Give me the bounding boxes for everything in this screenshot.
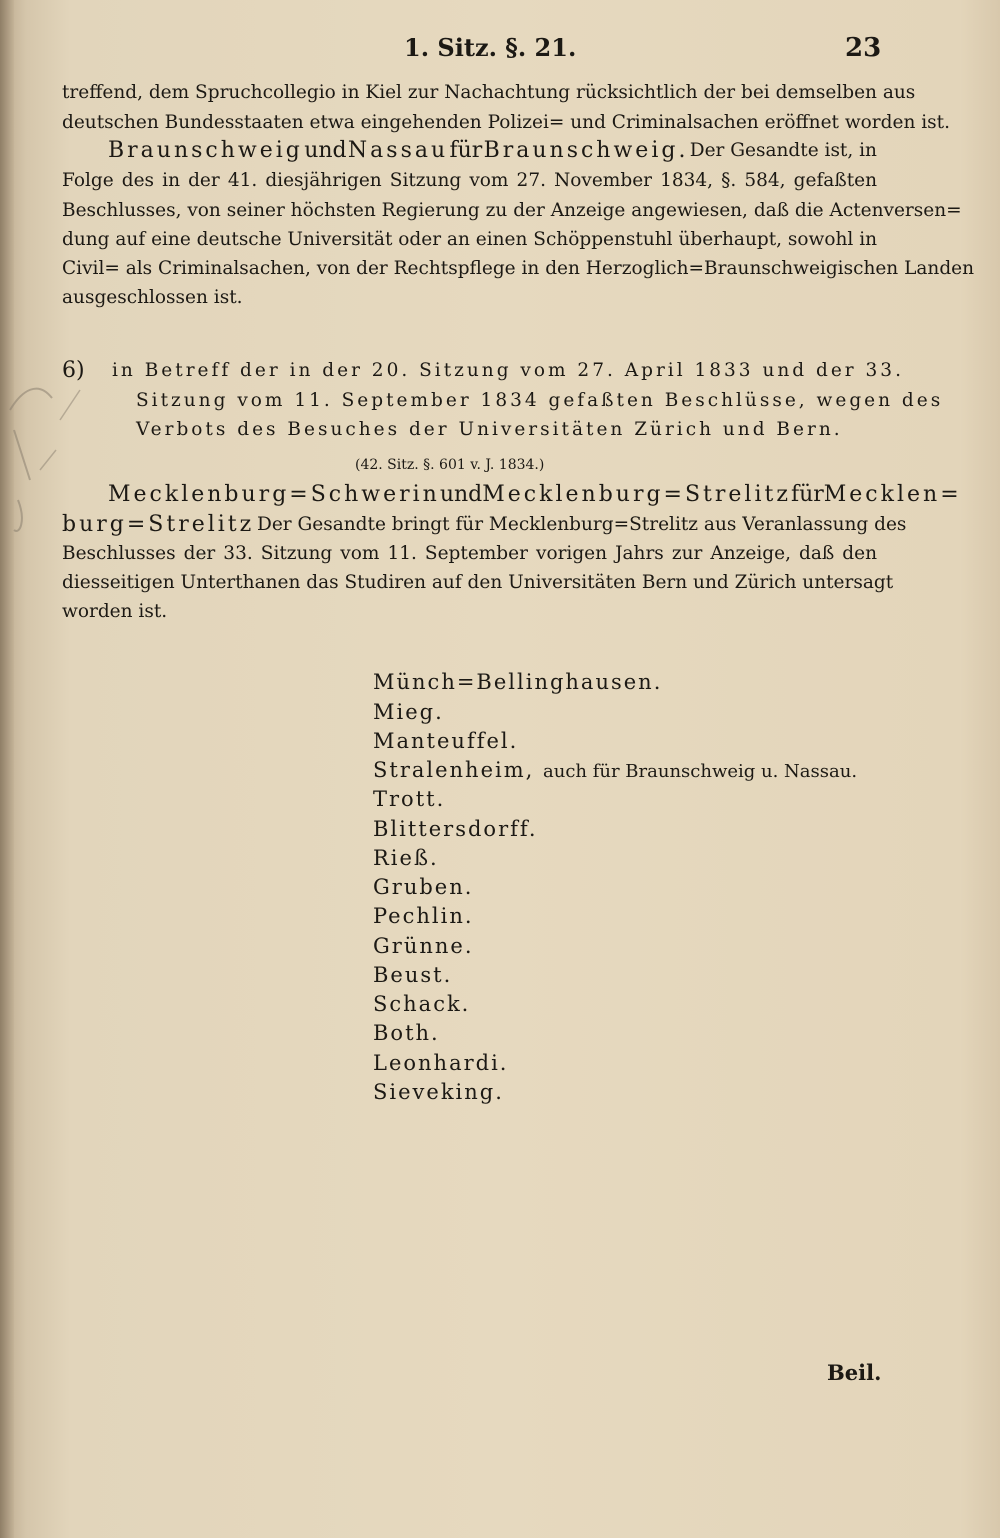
- text-line: diesseitigen Unterthanen das Studiren auf den Universitäten Bern und Zürich untersagt: [62, 572, 894, 593]
- signature: Sieveking.: [373, 1080, 504, 1104]
- item-text-line: Verbots des Besuches der Universitäten Zürich und Bern.: [136, 419, 843, 440]
- signature: Grünne.: [373, 934, 474, 958]
- signature: Münch=Bellinghausen.: [373, 670, 663, 694]
- text-run: Der Gesandte ist, in: [689, 140, 877, 161]
- signature: Leonhardi.: [373, 1051, 509, 1075]
- signature: Rieß.: [373, 846, 439, 870]
- page-binding-edge: [0, 0, 14, 1538]
- signature: Trott.: [373, 787, 446, 811]
- signature-with-note: [373, 758, 857, 782]
- text-line: Beschlusses der 33. Sitzung vom 11. September vorigen Jahrs zur Anzeige, daß den: [62, 543, 877, 564]
- preposition: für: [449, 138, 483, 163]
- signature: Pechlin.: [373, 904, 474, 928]
- catchword: Beil.: [827, 1360, 882, 1385]
- state-name: Braunschweig: [108, 138, 303, 163]
- page-number: 23: [845, 33, 882, 63]
- text-line: worden ist.: [62, 601, 168, 622]
- signature: Stralenheim,: [373, 758, 535, 782]
- conjunction: und: [304, 138, 347, 163]
- item-number: 6): [62, 358, 85, 383]
- reference-note: (42. Sitz. §. 601 v. J. 1834.): [355, 457, 545, 473]
- text-line: deutschen Bundesstaaten etwa eingehenden Polizei= und Criminalsachen eröffnet worden ist.: [62, 112, 950, 133]
- state-name: Mecklenburg=Strelitz: [482, 482, 791, 507]
- signature: Blittersdorff.: [373, 817, 538, 841]
- text-line: Beschlusses, von seiner höchsten Regierung zu der Anzeige angewiesen, daß die Actenversen=: [62, 200, 962, 221]
- pencil-stroke: [40, 390, 80, 470]
- item-text-line: in Betreff der in der 20. Sitzung vom 27. April 1833 und der 33.: [112, 360, 904, 381]
- signature: Schack.: [373, 992, 471, 1016]
- text-line: dung auf eine deutsche Universität oder an einen Schöppenstuhl überhaupt, sowohl in: [62, 229, 878, 250]
- preposition: für: [790, 482, 824, 507]
- text-line: Civil= als Criminalsachen, von der Rechtspflege in den Herzoglich=Braunschweigischen Landen: [62, 258, 975, 279]
- state-name: Mecklenburg=Schwerin: [108, 482, 440, 507]
- signature: Mieg.: [373, 700, 444, 724]
- state-name: Mecklen=: [823, 482, 962, 507]
- text-line: [62, 512, 907, 537]
- text-line: Folge des in der 41. diesjährigen Sitzung vom 27. November 1834, §. 584, gefaßten: [62, 170, 877, 191]
- signature: Both.: [373, 1021, 440, 1045]
- item-text-line: Sitzung vom 11. September 1834 gefaßten Beschlüsse, wegen des: [136, 390, 944, 411]
- signature: Manteuffel.: [373, 729, 519, 753]
- state-name: burg=Strelitz: [62, 512, 255, 537]
- text-run: Der Gesandte bringt für Mecklenburg=Strelitz aus Veranlassung des: [257, 514, 907, 535]
- running-header: 1. Sitz. §. 21.: [404, 33, 577, 62]
- signature: Gruben.: [373, 875, 474, 899]
- signature-note: auch für Braunschweig u. Nassau.: [543, 761, 858, 782]
- text-line: ausgeschlossen ist.: [62, 287, 243, 308]
- conjunction: und: [439, 482, 483, 507]
- text-line: treffend, dem Spruchcollegio in Kiel zur Nachachtung rücksichtlich der bei demselben aus: [62, 82, 916, 103]
- signature: Beust.: [373, 963, 453, 987]
- state-name: Nassau: [347, 138, 449, 163]
- pencil-stroke: [10, 389, 52, 531]
- paragraph-heading-line: [108, 482, 962, 507]
- state-name: Braunschweig.: [483, 138, 689, 163]
- paragraph-heading-line: [108, 139, 877, 163]
